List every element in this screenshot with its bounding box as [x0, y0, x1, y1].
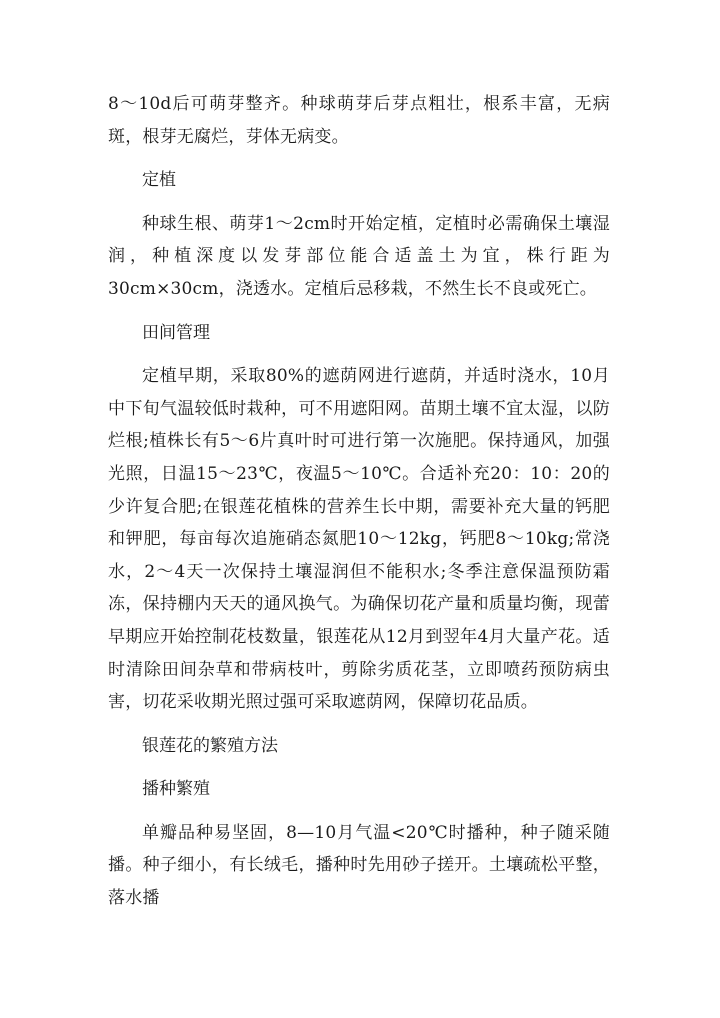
- paragraph-field-management: 定植早期，采取80%的遮荫网进行遮荫，并适时浇水，10月中下旬气温较低时栽种，可不用遮阳网。苗期土壤不宜太湿，以防烂根;植株长有5～6片真叶时可进行第一次施肥。保持通风，加强光照，日温15～23℃，夜温5～10℃。合适补充20：10：20的少许复合肥;在银莲花植株的营养生长中期，需要补充大量的钙肥和钾肥，每亩每次追施硝态氮肥10～12kg，钙肥8～10kg;常浇水，2～4天一次保持土壤湿润但不能积水;冬季注意保温预防霜冻，保持棚内天天的通风换气。为确保切花产量和质量均衡，现蕾早期应开始控制花枝数量，银莲花从12月到翌年4月大量产花。适时清除田间杂草和带病枝叶，剪除劣质花茎，立即喷药预防病虫害，切花采收期光照过强可采取遮荫网，保障切花品质。: [108, 366, 610, 713]
- heading-seed-propagation: 播种繁殖: [142, 779, 210, 800]
- paragraph-planting: 种球生根、萌芽1～2cm时开始定植，定植时必需确保土壤湿润，种植深度以发芽部位能合适盖土为宜，株行距为30cm×30cm，浇透水。定植后忌移栽，不然生长不良或死亡。: [108, 213, 610, 299]
- heading-field-management: 田间管理: [142, 322, 210, 343]
- paragraph-germination: 8～10d后可萌芽整齐。种球萌芽后芽点粗壮，根系丰富，无病斑，根芽无腐烂，芽体无病变。: [108, 94, 610, 147]
- heading-propagation-methods: 银莲花的繁殖方法: [142, 735, 278, 756]
- paragraph-seed-propagation: 单瓣品种易坚固，8—10月气温<20℃时播种，种子随采随播。种子细小，有长绒毛，播种时先用砂子搓开。土壤疏松平整，落水播: [108, 822, 610, 909]
- heading-planting: 定植: [142, 170, 176, 191]
